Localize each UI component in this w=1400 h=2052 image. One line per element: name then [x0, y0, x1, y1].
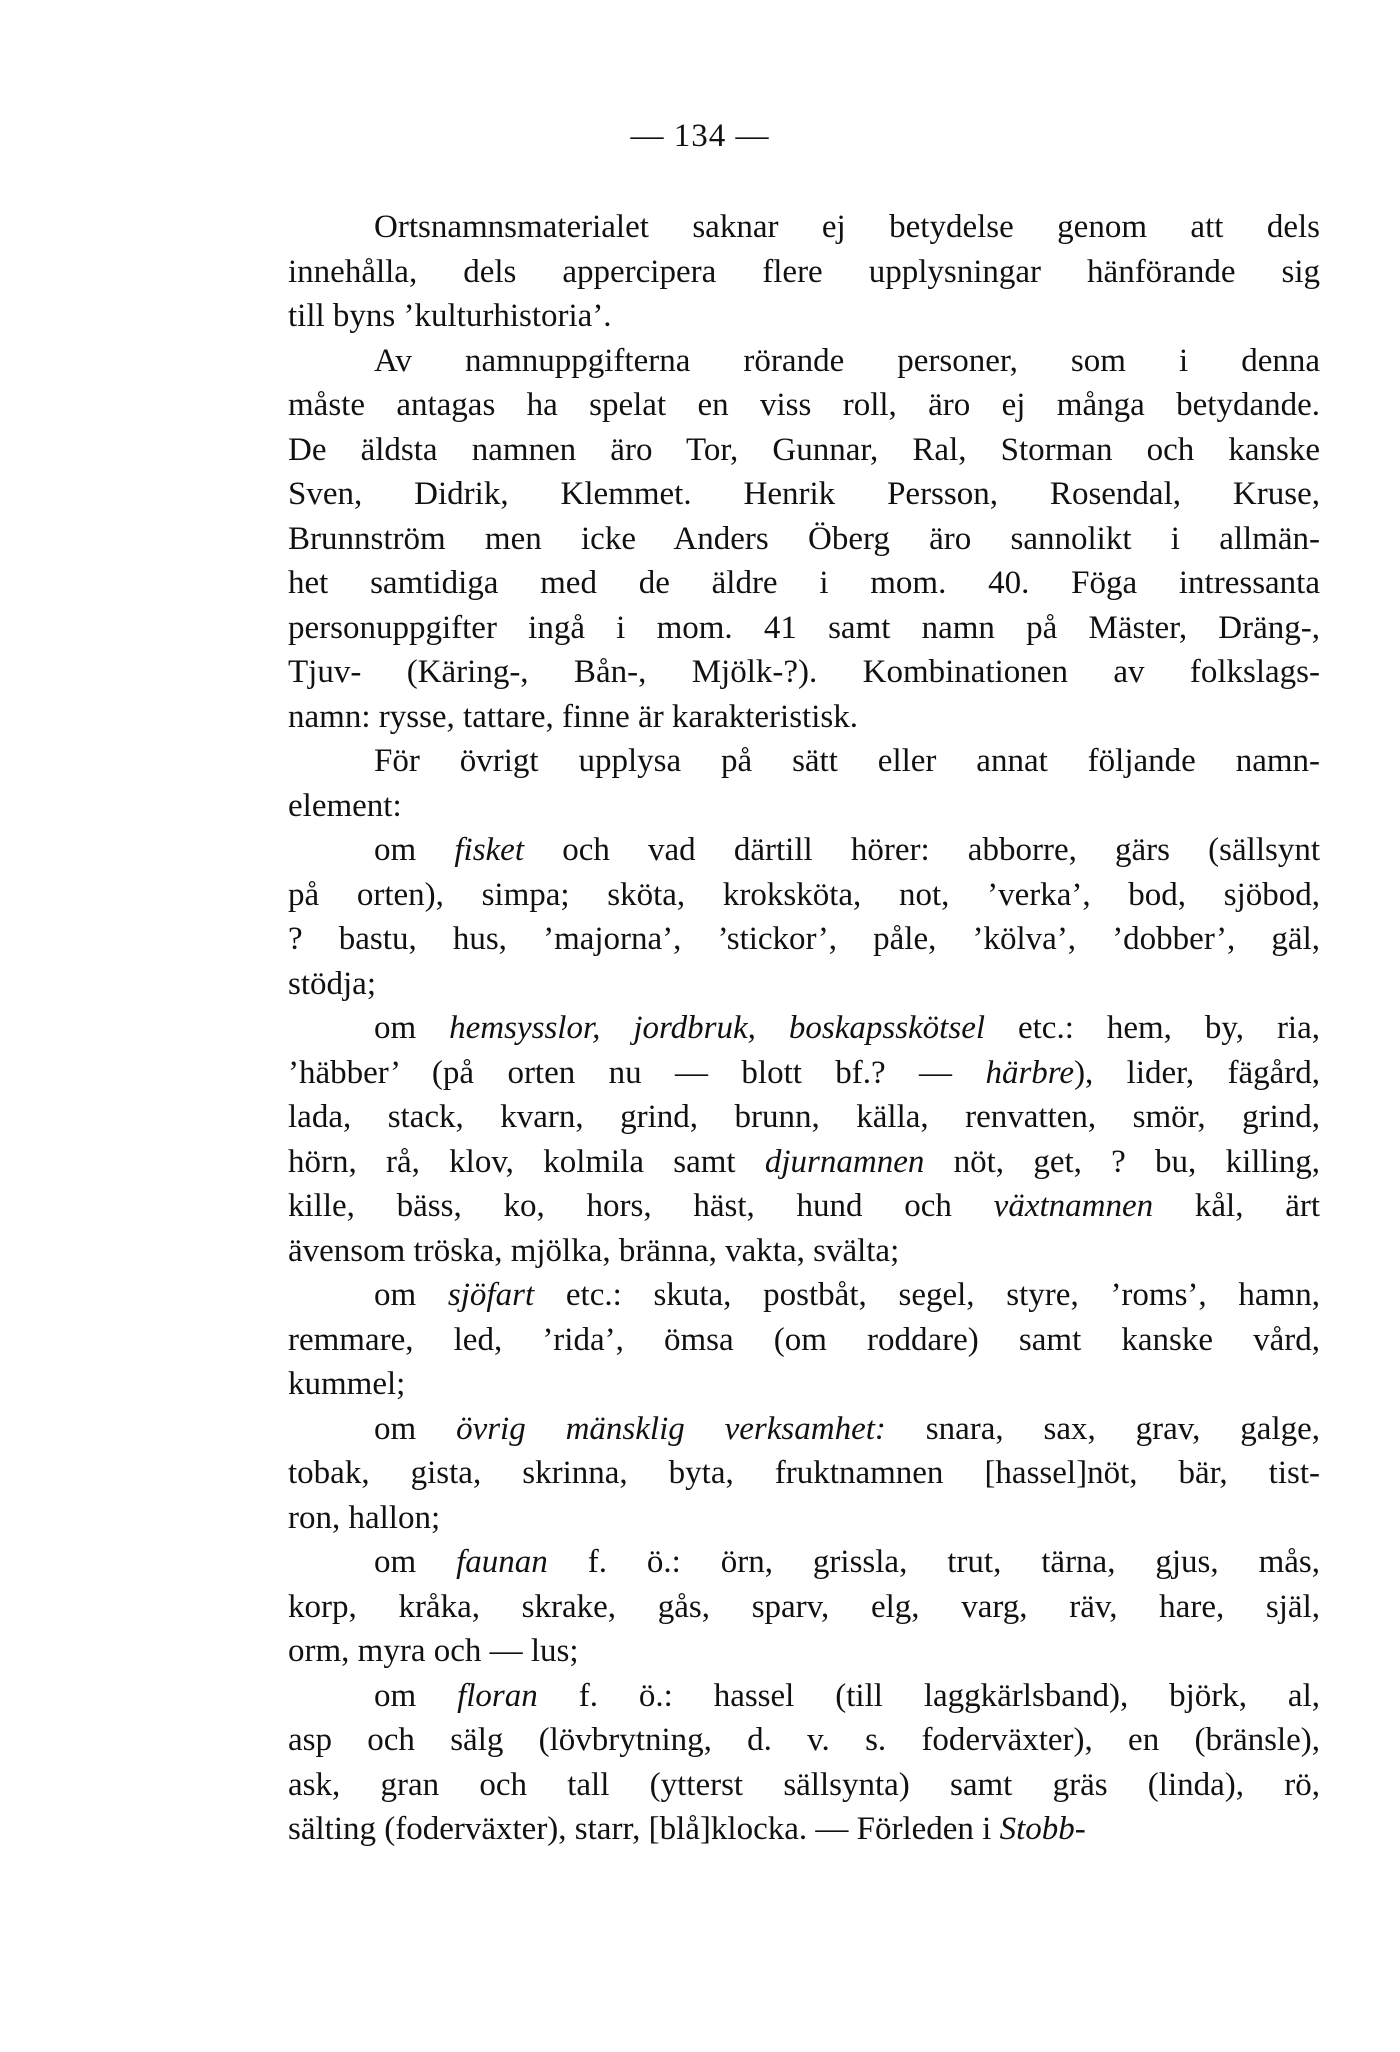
text-run: måste antagas ha spelat en viss roll, äro ej många betydande. — [288, 387, 1320, 423]
text-run: till byns ’kulturhistoria’. — [288, 298, 612, 334]
italic-term: faunan — [456, 1544, 548, 1580]
text-line — [288, 1407, 1320, 1452]
text-line — [288, 1095, 1320, 1140]
text-line — [288, 294, 1320, 339]
text-line — [288, 472, 1320, 517]
page-number: — 134 — — [630, 118, 770, 154]
text-line — [288, 205, 1320, 250]
italic-term: växtnamnen — [993, 1188, 1154, 1224]
text-run: Brunnström men icke Anders Öberg äro sannolikt i allmän- — [288, 520, 1320, 557]
text-run: Av namnuppgifterna rörande personer, som i denna — [374, 342, 1320, 379]
paragraph — [288, 339, 1320, 740]
text-line — [288, 784, 1320, 829]
paragraph — [288, 1540, 1320, 1674]
text-run: stödja; — [288, 965, 376, 1002]
text-line — [288, 1807, 1320, 1852]
text-line — [288, 428, 1320, 473]
text-line — [288, 1051, 1320, 1096]
text-line — [288, 695, 1320, 740]
text-run: Tjuv- (Käring-, Bån-, Mjölk-?). Kombinationen av folkslags- — [288, 654, 1320, 690]
text-line — [288, 250, 1320, 295]
text-run: sälting (foderväxter), starr, [blå]klocka. — Förleden i — [288, 1811, 1000, 1847]
text-line — [288, 917, 1320, 962]
text-line — [288, 517, 1320, 562]
text-run: kummel; — [288, 1366, 406, 1402]
text-run: hörn, rå, klov, kolmila samt — [288, 1143, 765, 1180]
paragraph — [288, 1674, 1320, 1852]
italic-term: djurnamnen — [764, 1143, 925, 1180]
text-run: namn: rysse, tattare, finne är karakteristisk. — [288, 698, 858, 735]
italic-term: härbre — [985, 1054, 1075, 1091]
text-run: om — [374, 1677, 458, 1714]
text-run: om — [374, 1010, 450, 1046]
text-line — [288, 1585, 1320, 1630]
text-run: f. ö.: hassel (till laggkärlsband), björk, al, — [537, 1677, 1320, 1714]
italic-term: hemsysslor, jordbruk, boskapsskötsel — [449, 1010, 986, 1046]
text-run: korp, kråka, skrake, gås, sparv, elg, varg, räv, hare, själ, — [288, 1588, 1320, 1625]
text-line — [288, 1629, 1320, 1674]
text-run: het samtidiga med de äldre i mom. 40. Föga intressanta — [288, 565, 1320, 601]
text-run: asp och sälg (lövbrytning, d. v. s. foderväxter), en (bränsle), — [288, 1722, 1320, 1758]
text-run: om — [374, 1410, 457, 1447]
text-line — [288, 1006, 1320, 1051]
text-run: kille, bäss, ko, hors, häst, hund och — [288, 1188, 994, 1224]
text-line — [288, 873, 1320, 918]
text-line — [288, 383, 1320, 428]
italic-term: Stobb- — [999, 1811, 1086, 1847]
text-run: ävensom tröska, mjölka, bränna, vakta, svälta; — [288, 1232, 900, 1269]
text-run: innehålla, dels appercipera flere upplysningar hänförande sig — [288, 253, 1320, 290]
text-line — [288, 1674, 1320, 1719]
body-text — [288, 205, 1320, 1852]
text-line — [288, 606, 1320, 651]
paragraph — [288, 205, 1320, 339]
text-run: kål, ärt — [1153, 1188, 1321, 1224]
paragraph — [288, 828, 1320, 1006]
text-run: nöt, get, ? bu, killing, — [924, 1143, 1320, 1180]
italic-term: fisket — [454, 832, 525, 868]
text-run: om — [374, 832, 455, 868]
text-run: etc.: skuta, postbåt, segel, styre, ’roms’, hamn, — [534, 1277, 1320, 1313]
text-line — [288, 1229, 1320, 1274]
text-run: remmare, led, ’rida’, ömsa (om roddare) samt kanske vård, — [288, 1321, 1320, 1358]
text-line — [288, 1540, 1320, 1585]
text-run: ask, gran och tall (ytterst sällsynta) samt gräs (linda), rö, — [288, 1766, 1320, 1803]
text-run: ’häbber’ (på orten nu — blott bf.? — — [288, 1054, 986, 1091]
text-run: f. ö.: örn, grissla, trut, tärna, gjus, mås, — [547, 1544, 1320, 1580]
text-run: element: — [288, 787, 402, 824]
text-line — [288, 962, 1320, 1007]
text-run: om — [374, 1544, 457, 1580]
paragraph — [288, 1273, 1320, 1407]
text-line — [288, 650, 1320, 695]
text-run: och vad därtill hörer: abborre, gärs (sällsynt — [524, 832, 1320, 868]
text-line — [288, 1451, 1320, 1496]
italic-term: sjöfart — [447, 1277, 535, 1313]
text-line — [288, 339, 1320, 384]
text-line — [288, 739, 1320, 784]
text-run: tobak, gista, skrinna, byta, fruktnamnen [hassel]nöt, bär, tist- — [288, 1455, 1320, 1491]
text-line — [288, 1184, 1320, 1229]
text-run: lada, stack, kvarn, grind, brunn, källa, renvatten, smör, grind, — [288, 1099, 1320, 1135]
text-line — [288, 1718, 1320, 1763]
text-line — [288, 561, 1320, 606]
paragraph — [288, 1006, 1320, 1273]
text-run: För övrigt upplysa på sätt eller annat följande namn- — [374, 743, 1320, 779]
text-run: ), lider, fägård, — [1074, 1054, 1320, 1091]
text-line — [288, 1140, 1320, 1185]
text-run: Sven, Didrik, Klemmet. Henrik Persson, Rosendal, Kruse, — [288, 476, 1320, 512]
text-run: ? bastu, hus, ’majorna’, ’stickor’, påle, ’kölva’, ’dobber’, gäl, — [288, 921, 1320, 957]
text-line — [288, 1362, 1320, 1407]
italic-term: övrig mänsklig verksamhet: — [456, 1410, 886, 1447]
text-line — [288, 828, 1320, 873]
paragraph — [288, 739, 1320, 828]
text-run: snara, sax, grav, galge, — [885, 1410, 1321, 1447]
text-run: De äldsta namnen äro Tor, Gunnar, Ral, Storman och kanske — [288, 431, 1320, 468]
text-line — [288, 1496, 1320, 1541]
text-line — [288, 1763, 1320, 1808]
text-run: orm, myra och — lus; — [288, 1633, 579, 1669]
text-line — [288, 1273, 1320, 1318]
text-run: personuppgifter ingå i mom. 41 samt namn på Mäster, Dräng-, — [288, 609, 1320, 646]
text-run: ron, hallon; — [288, 1499, 441, 1536]
text-run: Ortsnamnsmaterialet saknar ej betydelse genom att dels — [374, 209, 1320, 245]
text-run: på orten), simpa; sköta, kroksköta, not, ’verka’, bod, sjöbod, — [288, 876, 1320, 913]
paragraph — [288, 1407, 1320, 1541]
text-line — [288, 1318, 1320, 1363]
italic-term: floran — [457, 1677, 538, 1714]
text-run: etc.: hem, by, ria, — [985, 1010, 1320, 1046]
text-run: om — [374, 1277, 448, 1313]
